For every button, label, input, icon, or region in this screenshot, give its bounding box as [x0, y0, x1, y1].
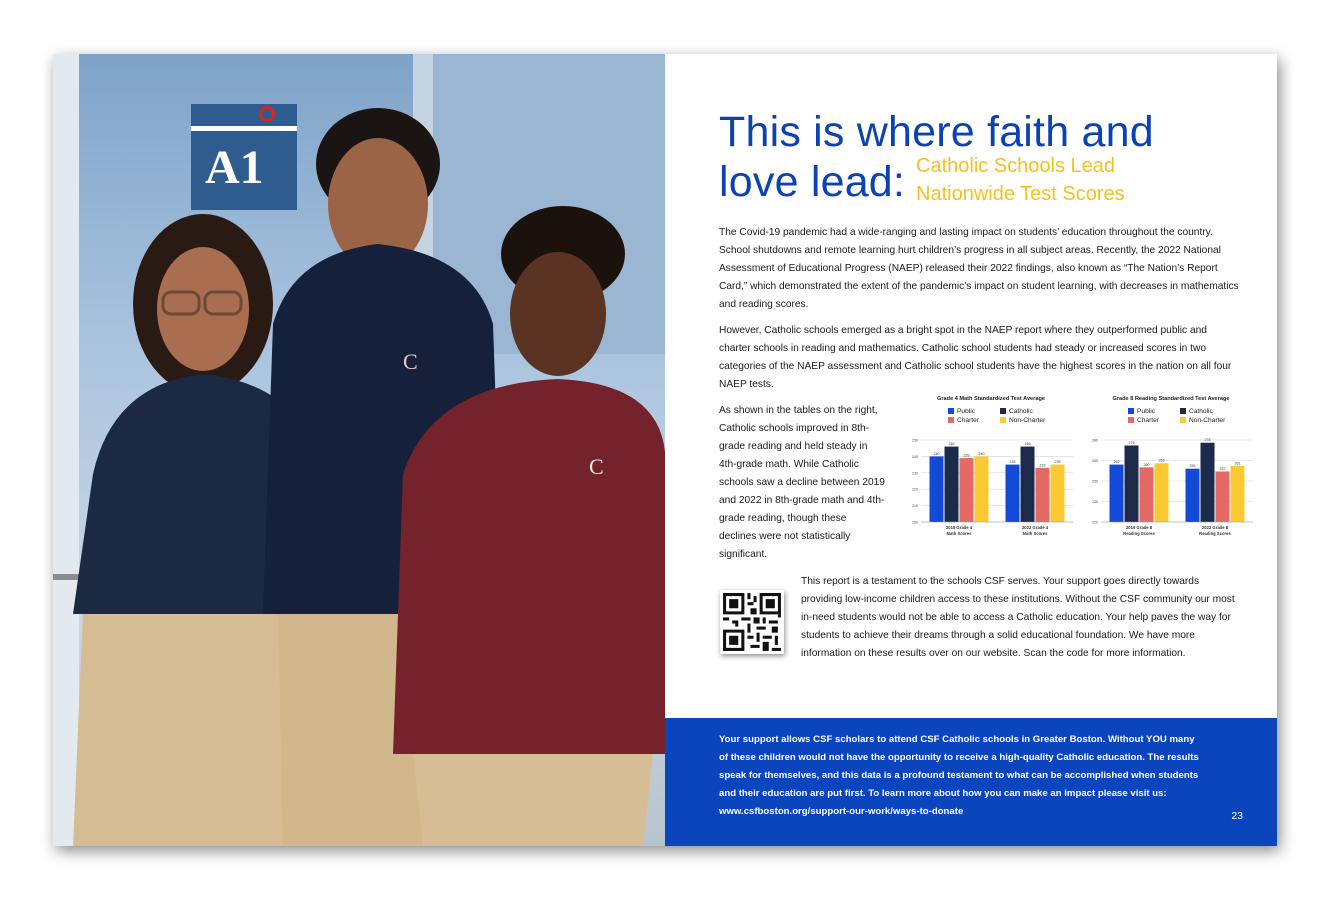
title-line-1: This is where faith and [719, 108, 1154, 156]
x-tick-label: Reading Scores [1199, 531, 1231, 536]
title-line-2: love lead: [719, 158, 906, 206]
y-tick-label: 250 [912, 438, 918, 443]
legend-swatch [948, 417, 954, 423]
chart-grade4-math-svg [903, 392, 1079, 552]
banner-text [719, 731, 1201, 821]
y-tick-label: 235 [1092, 500, 1098, 504]
x-tick-label: 2022 Grade 8 [1201, 525, 1229, 530]
x-tick-label: Math Scores [1022, 531, 1048, 536]
x-tick-label: Reading Scores [1123, 531, 1155, 536]
svg-text:C: C [403, 349, 418, 374]
data-label: 276 [1128, 440, 1135, 445]
donate-banner [665, 718, 1277, 846]
legend-label: Charter [1137, 417, 1159, 424]
subtitle-line-1: Catholic Schools Lead [916, 155, 1116, 177]
data-label: 233 [1039, 463, 1046, 468]
data-label: 240 [978, 451, 985, 456]
legend-label: Catholic [1009, 408, 1033, 415]
data-label: 235 [1054, 460, 1061, 465]
data-label: 246 [948, 442, 955, 447]
bar [1201, 443, 1215, 522]
students-photo [53, 54, 665, 846]
y-tick-label: 265 [1092, 459, 1098, 463]
bar [1216, 471, 1230, 522]
students-figures [53, 54, 665, 846]
svg-text:C: C [589, 454, 604, 479]
legend-label: Public [957, 408, 975, 415]
legend-label: Catholic [1189, 408, 1213, 415]
y-tick-label: 250 [1092, 479, 1098, 484]
x-tick-label: Math Scores [946, 531, 972, 536]
subtitle-line-2: Nationwide Test Scores [916, 183, 1125, 205]
bar [1155, 463, 1169, 522]
data-label: 240 [933, 451, 940, 456]
x-tick-label: 2022 Grade 4 [1021, 525, 1049, 530]
legend-swatch [1000, 417, 1006, 423]
data-label: 257 [1219, 466, 1226, 471]
legend-label: Non-Charter [1189, 417, 1226, 424]
data-label: 259 [1189, 464, 1196, 469]
donate-link[interactable]: www.csfboston.org/support-our-work/ways-to-donate [719, 806, 964, 817]
legend-swatch [1180, 417, 1186, 423]
legend-swatch [1128, 417, 1134, 423]
x-tick-label: 2019 Grade 8 [1125, 525, 1153, 530]
qr-code[interactable] [720, 590, 784, 654]
data-label: 235 [1009, 460, 1016, 465]
bar [1036, 468, 1050, 522]
banner-body: Your support allows CSF scholars to attend CSF Catholic schools in Greater Boston. Without YOU many of these children would not have the opportunity to receive a high-quality Catholic education. The results speak for themselves, and this data is a profound testament to what can be accomplished when students and their education are put first. To learn more about how you can make an impact please visit us: [719, 734, 1199, 799]
data-label: 278 [1204, 438, 1211, 443]
bar [1110, 465, 1124, 522]
data-label: 260 [1143, 462, 1150, 467]
qr-code-icon [720, 590, 784, 654]
bar [1186, 469, 1200, 522]
y-tick-label: 220 [1092, 520, 1098, 525]
page-subtitle [916, 152, 1125, 208]
y-tick-label: 280 [1092, 438, 1098, 443]
legend-label: Charter [957, 417, 979, 424]
legend-label: Non-Charter [1009, 417, 1046, 424]
y-tick-label: 220 [912, 487, 918, 492]
bar [1021, 447, 1035, 522]
sign-text: A1 [205, 141, 264, 194]
bar [1051, 465, 1065, 522]
chart-grade8-reading-svg [1083, 392, 1259, 552]
legend-label: Public [1137, 408, 1155, 415]
page-number: 23 [1231, 810, 1243, 822]
data-label: 239 [963, 453, 970, 458]
text-page [665, 54, 1277, 846]
body-paragraph: The Covid-19 pandemic had a wide-ranging and lasting impact on students’ education throughout the country. School shutdowns and remote learning hurt children’s progress in all subject areas. Recently, the 2022 National Assessment of Educational Progress (NAEP) released their 2022 findings, also known as “The Nation’s Report Card,” which demonstrated the extent of the pandemic’s impact on student learning, with decreases in mathematics and reading scores. [719, 227, 1239, 310]
legend-swatch [1128, 408, 1134, 414]
y-tick-label: 230 [912, 471, 918, 476]
legend-swatch [948, 408, 954, 414]
y-tick-label: 200 [912, 520, 918, 525]
chart-title: Grade 8 Reading Standardized Test Average [1112, 396, 1230, 402]
bar [975, 456, 989, 522]
data-label: 246 [1024, 442, 1031, 447]
body-paragraph: As shown in the tables on the right, Catholic schools improved in 8th-grade reading and held steady in 4th-grade math. While Catholic schools saw a decline between 2019 and 2022 in 8th-grade math and 4th-grade reading, though these declines were not statistically significant. [719, 405, 885, 560]
chart-title: Grade 4 Math Standardized Test Average [937, 396, 1045, 402]
bar [1231, 466, 1245, 522]
bar [960, 458, 974, 522]
bar [1125, 445, 1139, 522]
bar [1006, 465, 1020, 522]
chart-grade4-math [903, 392, 1079, 557]
data-label: 261 [1234, 461, 1241, 466]
chart-grade8-reading [1083, 392, 1259, 557]
bar [930, 456, 944, 522]
y-tick-label: 210 [912, 504, 918, 509]
bar [1140, 467, 1154, 522]
bar [945, 447, 959, 522]
brochure-spread [53, 54, 1277, 846]
y-tick-label: 240 [912, 454, 918, 459]
legend-swatch [1000, 408, 1006, 414]
legend-swatch [1180, 408, 1186, 414]
data-label: 262 [1113, 460, 1120, 465]
body-paragraph: However, Catholic schools emerged as a bright spot in the NAEP report where they outperformed public and charter schools in reading and mathematics. Catholic school students had steady or increased scores in two categories of the NAEP assessment and Catholic school students have the highest scores in the nation on all four NAEP tests. [719, 325, 1232, 390]
x-tick-label: 2019 Grade 4 [945, 525, 973, 530]
data-label: 263 [1158, 458, 1165, 463]
body-paragraph: This report is a testament to the schools CSF serves. Your support goes directly towards providing low-income children access to these institutions. Without the CSF community our most in-need students would not be able to access a Catholic education. Your help paves the way for students to achieve their dreams through a solid educational foundation. We have more information on these results over on our website. Scan the code for more information. [801, 576, 1235, 659]
